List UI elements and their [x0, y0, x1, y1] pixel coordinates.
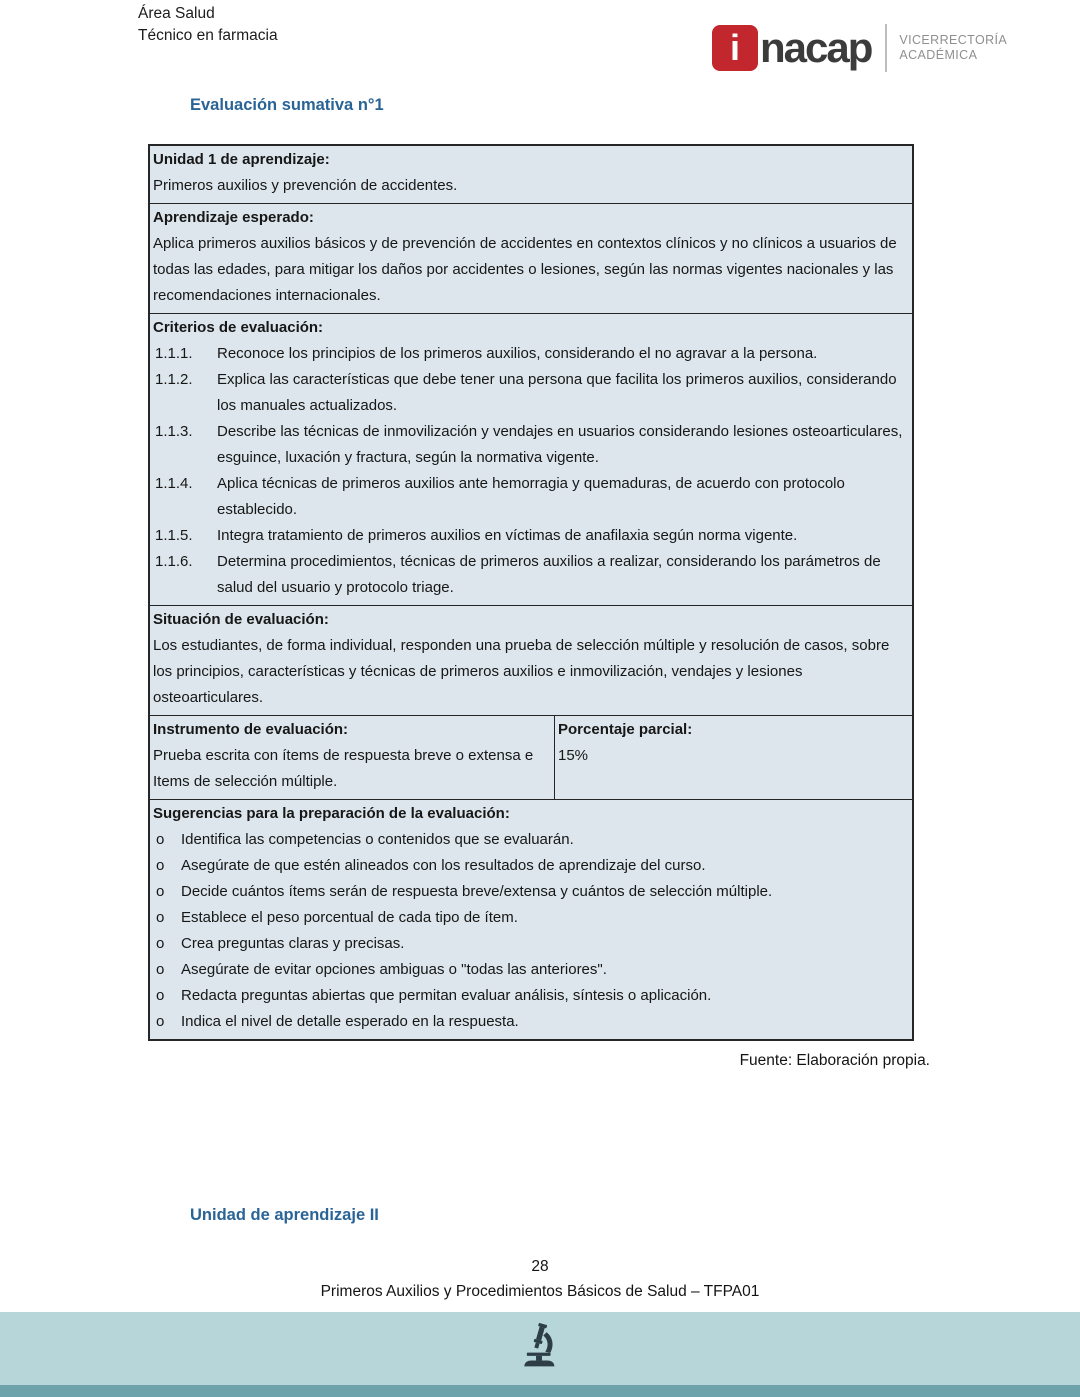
logo-subtitle: [899, 33, 1007, 63]
instrumento-cell: [150, 716, 554, 799]
source-note: Fuente: Elaboración propia.: [739, 1052, 930, 1069]
table-row-aprendizaje: [150, 203, 912, 313]
microscope-icon: [520, 1323, 560, 1374]
suggestion-text: Decide cuántos ítems serán de respuesta breve/extensa y cuántos de selección múltiple.: [181, 883, 773, 900]
instrumento-text: Prueba escrita con ítems de respuesta breve o extensa e Items de selección múltiple.: [153, 747, 534, 790]
situacion-text: Los estudiantes, de forma individual, responden una prueba de selección múltiple y resolución de casos, sobre los principios, características y técnicas de primeros auxilios e inmovilización, vendajes y lesiones osteoarticulares.: [153, 637, 890, 706]
suggestion-item: [153, 879, 904, 905]
suggestion-item: [153, 905, 904, 931]
criterion-number: 1.1.4.: [155, 475, 193, 492]
suggestion-text: Identifica las competencias o contenidos que se evaluarán.: [181, 831, 574, 848]
suggestion-text: Redacta preguntas abiertas que permitan evaluar análisis, síntesis o aplicación.: [181, 987, 712, 1004]
footer-band: [0, 1312, 1080, 1397]
suggestion-item: [153, 1009, 904, 1035]
bullet-marker: o: [156, 1013, 165, 1030]
unidad-text: Primeros auxilios y prevención de accidentes.: [153, 177, 458, 194]
table-row-unidad: [150, 146, 912, 203]
criterion-item: [153, 419, 904, 471]
suggestion-item: [153, 931, 904, 957]
inacap-logo-letter: i: [729, 27, 740, 68]
criterion-text: Determina procedimientos, técnicas de primeros auxilios a realizar, considerando los parámetros de salud del usuario y protocolo triage.: [217, 553, 881, 596]
porcentaje-label: Porcentaje parcial:: [558, 721, 693, 738]
criterion-text: Explica las características que debe tener una persona que facilita los primeros auxilios, considerando los manuales actualizados.: [217, 371, 897, 414]
criterion-text: Aplica técnicas de primeros auxilios ante hemorragia y quemaduras, de acuerdo con protocolo establecido.: [217, 475, 845, 518]
criterion-number: 1.1.1.: [155, 345, 193, 362]
criterion-number: 1.1.6.: [155, 553, 193, 570]
suggestion-text: Establece el peso porcentual de cada tipo de ítem.: [181, 909, 518, 926]
table-row-situacion: [150, 605, 912, 715]
criterion-item: [153, 341, 904, 367]
criterion-item: [153, 523, 904, 549]
sugerencias-label: Sugerencias para la preparación de la evaluación:: [153, 805, 510, 822]
inacap-wordmark: nacap: [760, 24, 872, 71]
footer-course-title: Primeros Auxilios y Procedimientos Básicos de Salud – TFPA01: [320, 1283, 760, 1300]
instrumento-label: Instrumento de evaluación:: [153, 721, 349, 738]
bullet-marker: o: [156, 909, 165, 926]
bullet-marker: o: [156, 935, 165, 952]
aprendizaje-label: Aprendizaje esperado:: [153, 209, 314, 226]
criterion-item: [153, 367, 904, 419]
criterion-text: Describe las técnicas de inmovilización y vendajes en usuarios considerando lesiones osteoarticulares, esguince, luxación y fractura, según la normativa vigente.: [217, 423, 903, 466]
evaluation-title: Evaluación sumativa n°1: [190, 96, 384, 114]
inacap-logo-mark: [712, 25, 758, 71]
porcentaje-cell: [554, 716, 912, 799]
situacion-label: Situación de evaluación:: [153, 611, 329, 628]
suggestion-item: [153, 827, 904, 853]
bullet-marker: o: [156, 857, 165, 874]
inacap-logo: [712, 22, 1007, 74]
suggestion-item: [153, 853, 904, 879]
content-area: [148, 144, 930, 1074]
suggestion-item: [153, 957, 904, 983]
criterion-text: Integra tratamiento de primeros auxilios en víctimas de anafilaxia según norma vigente.: [217, 527, 798, 544]
criterion-number: 1.1.5.: [155, 527, 193, 544]
suggestion-item: [153, 983, 904, 1009]
header-area: Área Salud: [138, 5, 215, 22]
bullet-marker: o: [156, 987, 165, 1004]
bullet-marker: o: [156, 883, 165, 900]
table-row-instrumento-porcentaje: [150, 715, 912, 799]
bullet-marker: o: [156, 831, 165, 848]
logo-subtitle-line1: VICERRECTORÍA: [899, 33, 1008, 47]
criterion-number: 1.1.2.: [155, 371, 193, 388]
suggestion-text: Asegúrate de que estén alineados con los resultados de aprendizaje del curso.: [181, 857, 706, 874]
aprendizaje-text: Aplica primeros auxilios básicos y de prevención de accidentes en contextos clínicos y no clínicos a usuarios de todas las edades, para mitigar los daños por accidentes o lesiones, según las normas vigentes nacionales y las recomendaciones internacionales.: [153, 235, 897, 304]
criterion-text: Reconoce los principios de los primeros auxilios, considerando el no agravar a la persona.: [217, 345, 818, 362]
evaluation-table: [148, 144, 914, 1041]
header-program-info: [138, 3, 278, 47]
table-row-sugerencias: [150, 799, 912, 1039]
unidad-label: Unidad 1 de aprendizaje:: [153, 151, 330, 168]
logo-divider: [885, 24, 887, 72]
criterion-item: [153, 471, 904, 523]
header-program: Técnico en farmacia: [138, 27, 278, 44]
criterion-item: [153, 549, 904, 601]
next-unit-heading: Unidad de aprendizaje II: [190, 1206, 379, 1224]
suggestion-text: Crea preguntas claras y precisas.: [181, 935, 405, 952]
page-number: 28: [531, 1258, 549, 1275]
suggestion-text: Indica el nivel de detalle esperado en la respuesta.: [181, 1013, 519, 1030]
suggestion-text: Asegúrate de evitar opciones ambiguas o "todas las anteriores".: [181, 961, 607, 978]
logo-subtitle-line2: ACADÉMICA: [899, 48, 978, 62]
porcentaje-value: 15%: [558, 747, 589, 764]
table-row-criterios: [150, 313, 912, 605]
bullet-marker: o: [156, 961, 165, 978]
criterion-number: 1.1.3.: [155, 423, 193, 440]
criterios-label: Criterios de evaluación:: [153, 319, 324, 336]
